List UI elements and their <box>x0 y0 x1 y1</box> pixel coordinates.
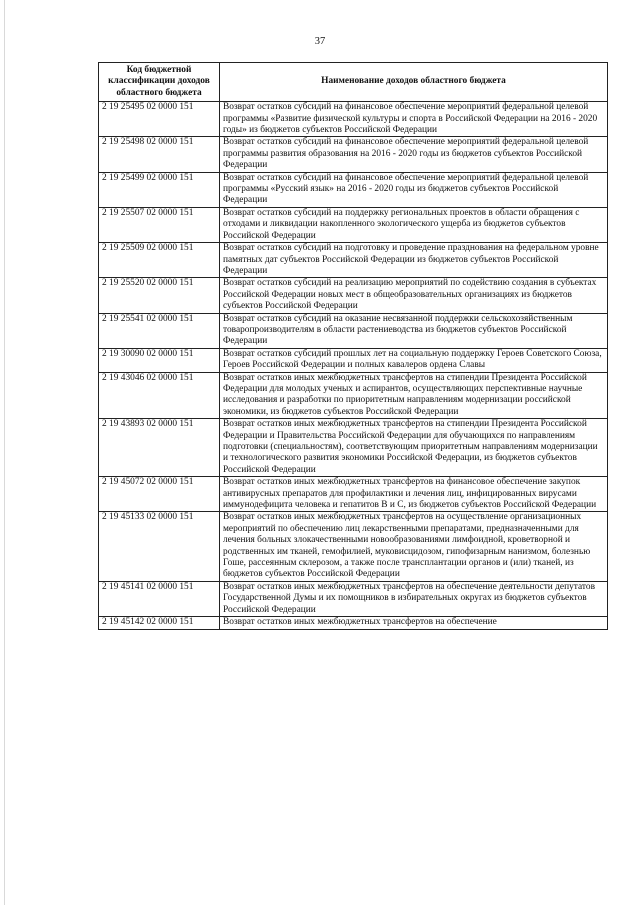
code-cell: 2 19 25498 02 0000 151 <box>99 137 220 172</box>
name-cell: Возврат остатков иных межбюджетных трансфертов на финансовое обеспечение закупок антивирусных препаратов для профилактики и лечения лиц, инфицированных вирусами иммунодефицита человека и гепатитов В и С, из бюджетов субъектов Российской Федерации <box>220 477 608 512</box>
name-cell: Возврат остатков субсидий на реализацию мероприятий по содействию создания в субъектах Российской Федерации новых мест в общеобразовательных организациях из бюджетов субъектов Российской Федерации <box>220 278 608 313</box>
name-cell: Возврат остатков субсидий на финансовое обеспечение мероприятий федеральной целевой программы развития образования на 2016 - 2020 годы из бюджетов субъектов Российской Федерации <box>220 137 608 172</box>
name-cell: Возврат остатков субсидий на финансовое обеспечение мероприятий федеральной целевой программы «Русский язык» на 2016 - 2020 годы из бюджетов субъектов Российской Федерации <box>220 172 608 207</box>
name-cell: Возврат остатков иных межбюджетных трансфертов на стипендии Президента Российской Федерации для молодых ученых и аспирантов, осуществляющих перспективные научные исследования и разработки по приоритетным направлениям модернизации российской экономики, из бюджетов субъектов Российской Федерации <box>220 372 608 419</box>
table-row <box>99 278 608 313</box>
code-cell: 2 19 30090 02 0000 151 <box>99 348 220 372</box>
name-cell: Возврат остатков иных межбюджетных трансфертов на обеспечение <box>220 617 608 629</box>
code-cell: 2 19 45072 02 0000 151 <box>99 477 220 512</box>
table-row <box>99 477 608 512</box>
header-code: Код бюджетной классификации доходов областного бюджета <box>99 63 220 102</box>
table-row <box>99 419 608 477</box>
table-row <box>99 102 608 137</box>
name-cell: Возврат остатков субсидий на подготовку и проведение празднования на федеральном уровне памятных дат субъектов Российской Федерации из бюджетов субъектов Российской Федерации <box>220 243 608 278</box>
code-cell: 2 19 45133 02 0000 151 <box>99 512 220 581</box>
table-row <box>99 137 608 172</box>
table-row <box>99 243 608 278</box>
table-row <box>99 313 608 348</box>
code-cell: 2 19 25499 02 0000 151 <box>99 172 220 207</box>
table-row <box>99 372 608 419</box>
table-row <box>99 207 608 242</box>
table-row <box>99 512 608 581</box>
code-cell: 2 19 43046 02 0000 151 <box>99 372 220 419</box>
name-cell: Возврат остатков субсидий на поддержку региональных проектов в области обращения с отходами и ликвидации накопленного экологического ущерба из бюджетов субъектов Российской Федерации <box>220 207 608 242</box>
code-cell: 2 19 25507 02 0000 151 <box>99 207 220 242</box>
code-cell: 2 19 25541 02 0000 151 <box>99 313 220 348</box>
name-cell: Возврат остатков иных межбюджетных трансфертов на осуществление организационных мероприятий по обеспечению лиц лекарственными препаратами, предназначенными для лечения больных злокачественными новообразованиями лимфоидной, кроветворной и родственных им тканей, гемофилией, муковисцидозом, гипофизарным нанизмом, болезнью Гоше, рассеянным склерозом, а также после трансплантации органов и (или) тканей, из бюджетов субъектов Российской Федерации <box>220 512 608 581</box>
table-row <box>99 348 608 372</box>
table-row <box>99 172 608 207</box>
code-cell: 2 19 25495 02 0000 151 <box>99 102 220 137</box>
table-header-row <box>99 63 608 102</box>
code-cell: 2 19 25509 02 0000 151 <box>99 243 220 278</box>
table-row <box>99 617 608 629</box>
code-cell: 2 19 43893 02 0000 151 <box>99 419 220 477</box>
scan-edge-line <box>4 0 5 905</box>
code-cell: 2 19 45141 02 0000 151 <box>99 581 220 616</box>
name-cell: Возврат остатков иных межбюджетных трансфертов на стипендии Президента Российской Федерации и Правительства Российской Федерации для обучающихся по направлениям подготовки (специальностям), соответствующим приоритетным направлениям модернизации и технологического развития экономики Российской Федерации, из бюджетов субъектов Российской Федерации <box>220 419 608 477</box>
name-cell: Возврат остатков субсидий на оказание несвязанной поддержки сельскохозяйственным товаропроизводителям в области растениеводства из бюджетов субъектов Российской Федерации <box>220 313 608 348</box>
code-cell: 2 19 25520 02 0000 151 <box>99 278 220 313</box>
page-number: 37 <box>314 36 326 47</box>
header-name: Наименование доходов областного бюджета <box>220 63 608 102</box>
budget-classification-table <box>98 62 608 630</box>
name-cell: Возврат остатков иных межбюджетных трансфертов на обеспечение деятельности депутатов Государственной Думы и их помощников в избирательных округах из бюджетов субъектов Российской Федерации <box>220 581 608 616</box>
code-cell: 2 19 45142 02 0000 151 <box>99 617 220 629</box>
name-cell: Возврат остатков субсидий на финансовое обеспечение мероприятий федеральной целевой программы «Развитие физической культуры и спорта в Российской Федерации на 2016 - 2020 годы» из бюджетов субъектов Российской Федерации <box>220 102 608 137</box>
name-cell: Возврат остатков субсидий прошлых лет на социальную поддержку Героев Советского Союза, Героев Российской Федерации и полных кавалеров ордена Славы <box>220 348 608 372</box>
table-row <box>99 581 608 616</box>
